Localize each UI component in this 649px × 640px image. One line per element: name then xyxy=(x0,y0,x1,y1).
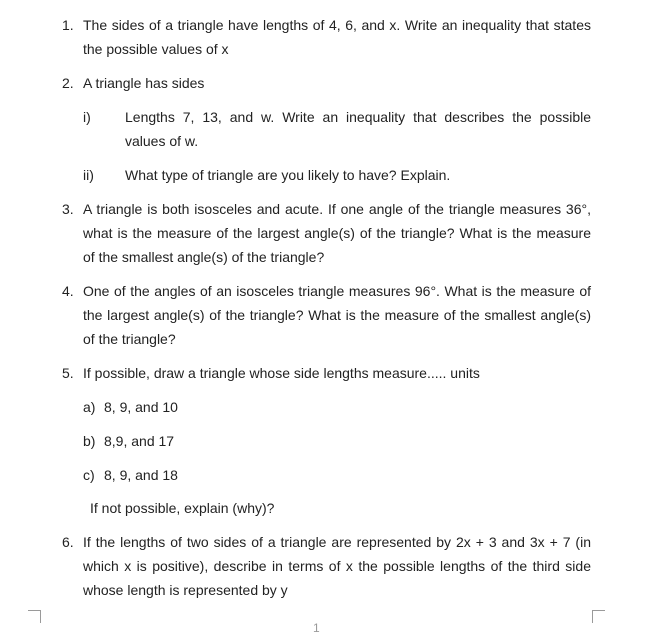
page-number: 1 xyxy=(313,621,320,635)
q2-i-line-1: Lengths 7, 13, and w. Write an inequality that describes the possible xyxy=(125,109,591,125)
q3-line-2: what is the measure of the largest angle(s) of the triangle? What is the measure xyxy=(83,225,591,241)
q4-number: 4. xyxy=(62,283,74,299)
q2-ii-line-1: What type of triangle are you likely to have? Explain. xyxy=(125,167,451,183)
q5-b-text: 8,9, and 17 xyxy=(104,433,175,449)
q3-line-1: A triangle is both isosceles and acute. If one angle of the triangle measures 36°, xyxy=(83,201,591,217)
q6-line-1: If the lengths of two sides of a triangle are represented by 2x + 3 and 3x + 7 (in xyxy=(83,534,591,550)
q4-line-2: the largest angle(s) of the triangle? What is the measure of the smallest angle(s) xyxy=(83,307,591,323)
q5-a-text: 8, 9, and 10 xyxy=(104,399,178,415)
q3-line-3: of the smallest angle(s) of the triangle? xyxy=(83,249,325,265)
q6-line-3: whose length is represented by y xyxy=(83,582,288,598)
q5-note: If not possible, explain (why)? xyxy=(90,500,275,516)
q4-line-3: of the triangle? xyxy=(83,331,176,347)
q6-line-2: which x is positive), describe in terms of x the possible lengths of the third side xyxy=(83,558,591,574)
q5-a-label: a) xyxy=(83,399,96,415)
q3-number: 3. xyxy=(62,201,74,217)
q5-c-text: 8, 9, and 18 xyxy=(104,467,178,483)
q5-text: If possible, draw a triangle whose side lengths measure..... units xyxy=(83,365,480,381)
q2-i-line-2: values of w. xyxy=(125,133,199,149)
q5-b-label: b) xyxy=(83,433,96,449)
margin-corner-right xyxy=(592,610,605,623)
q1-number: 1. xyxy=(62,17,74,33)
q2-number: 2. xyxy=(62,75,74,91)
margin-corner-left xyxy=(28,610,41,623)
q1-line-1: The sides of a triangle have lengths of 4, 6, and x. Write an inequality that states xyxy=(83,17,591,33)
q2-i-label: i) xyxy=(83,109,91,125)
q1-line-2: the possible values of x xyxy=(83,41,229,57)
q2-ii-label: ii) xyxy=(83,167,94,183)
q2-text: A triangle has sides xyxy=(83,75,205,91)
q4-line-1: One of the angles of an isosceles triangle measures 96°. What is the measure of xyxy=(83,283,591,299)
q5-c-label: c) xyxy=(83,467,95,483)
q6-number: 6. xyxy=(62,534,74,550)
q5-number: 5. xyxy=(62,365,74,381)
